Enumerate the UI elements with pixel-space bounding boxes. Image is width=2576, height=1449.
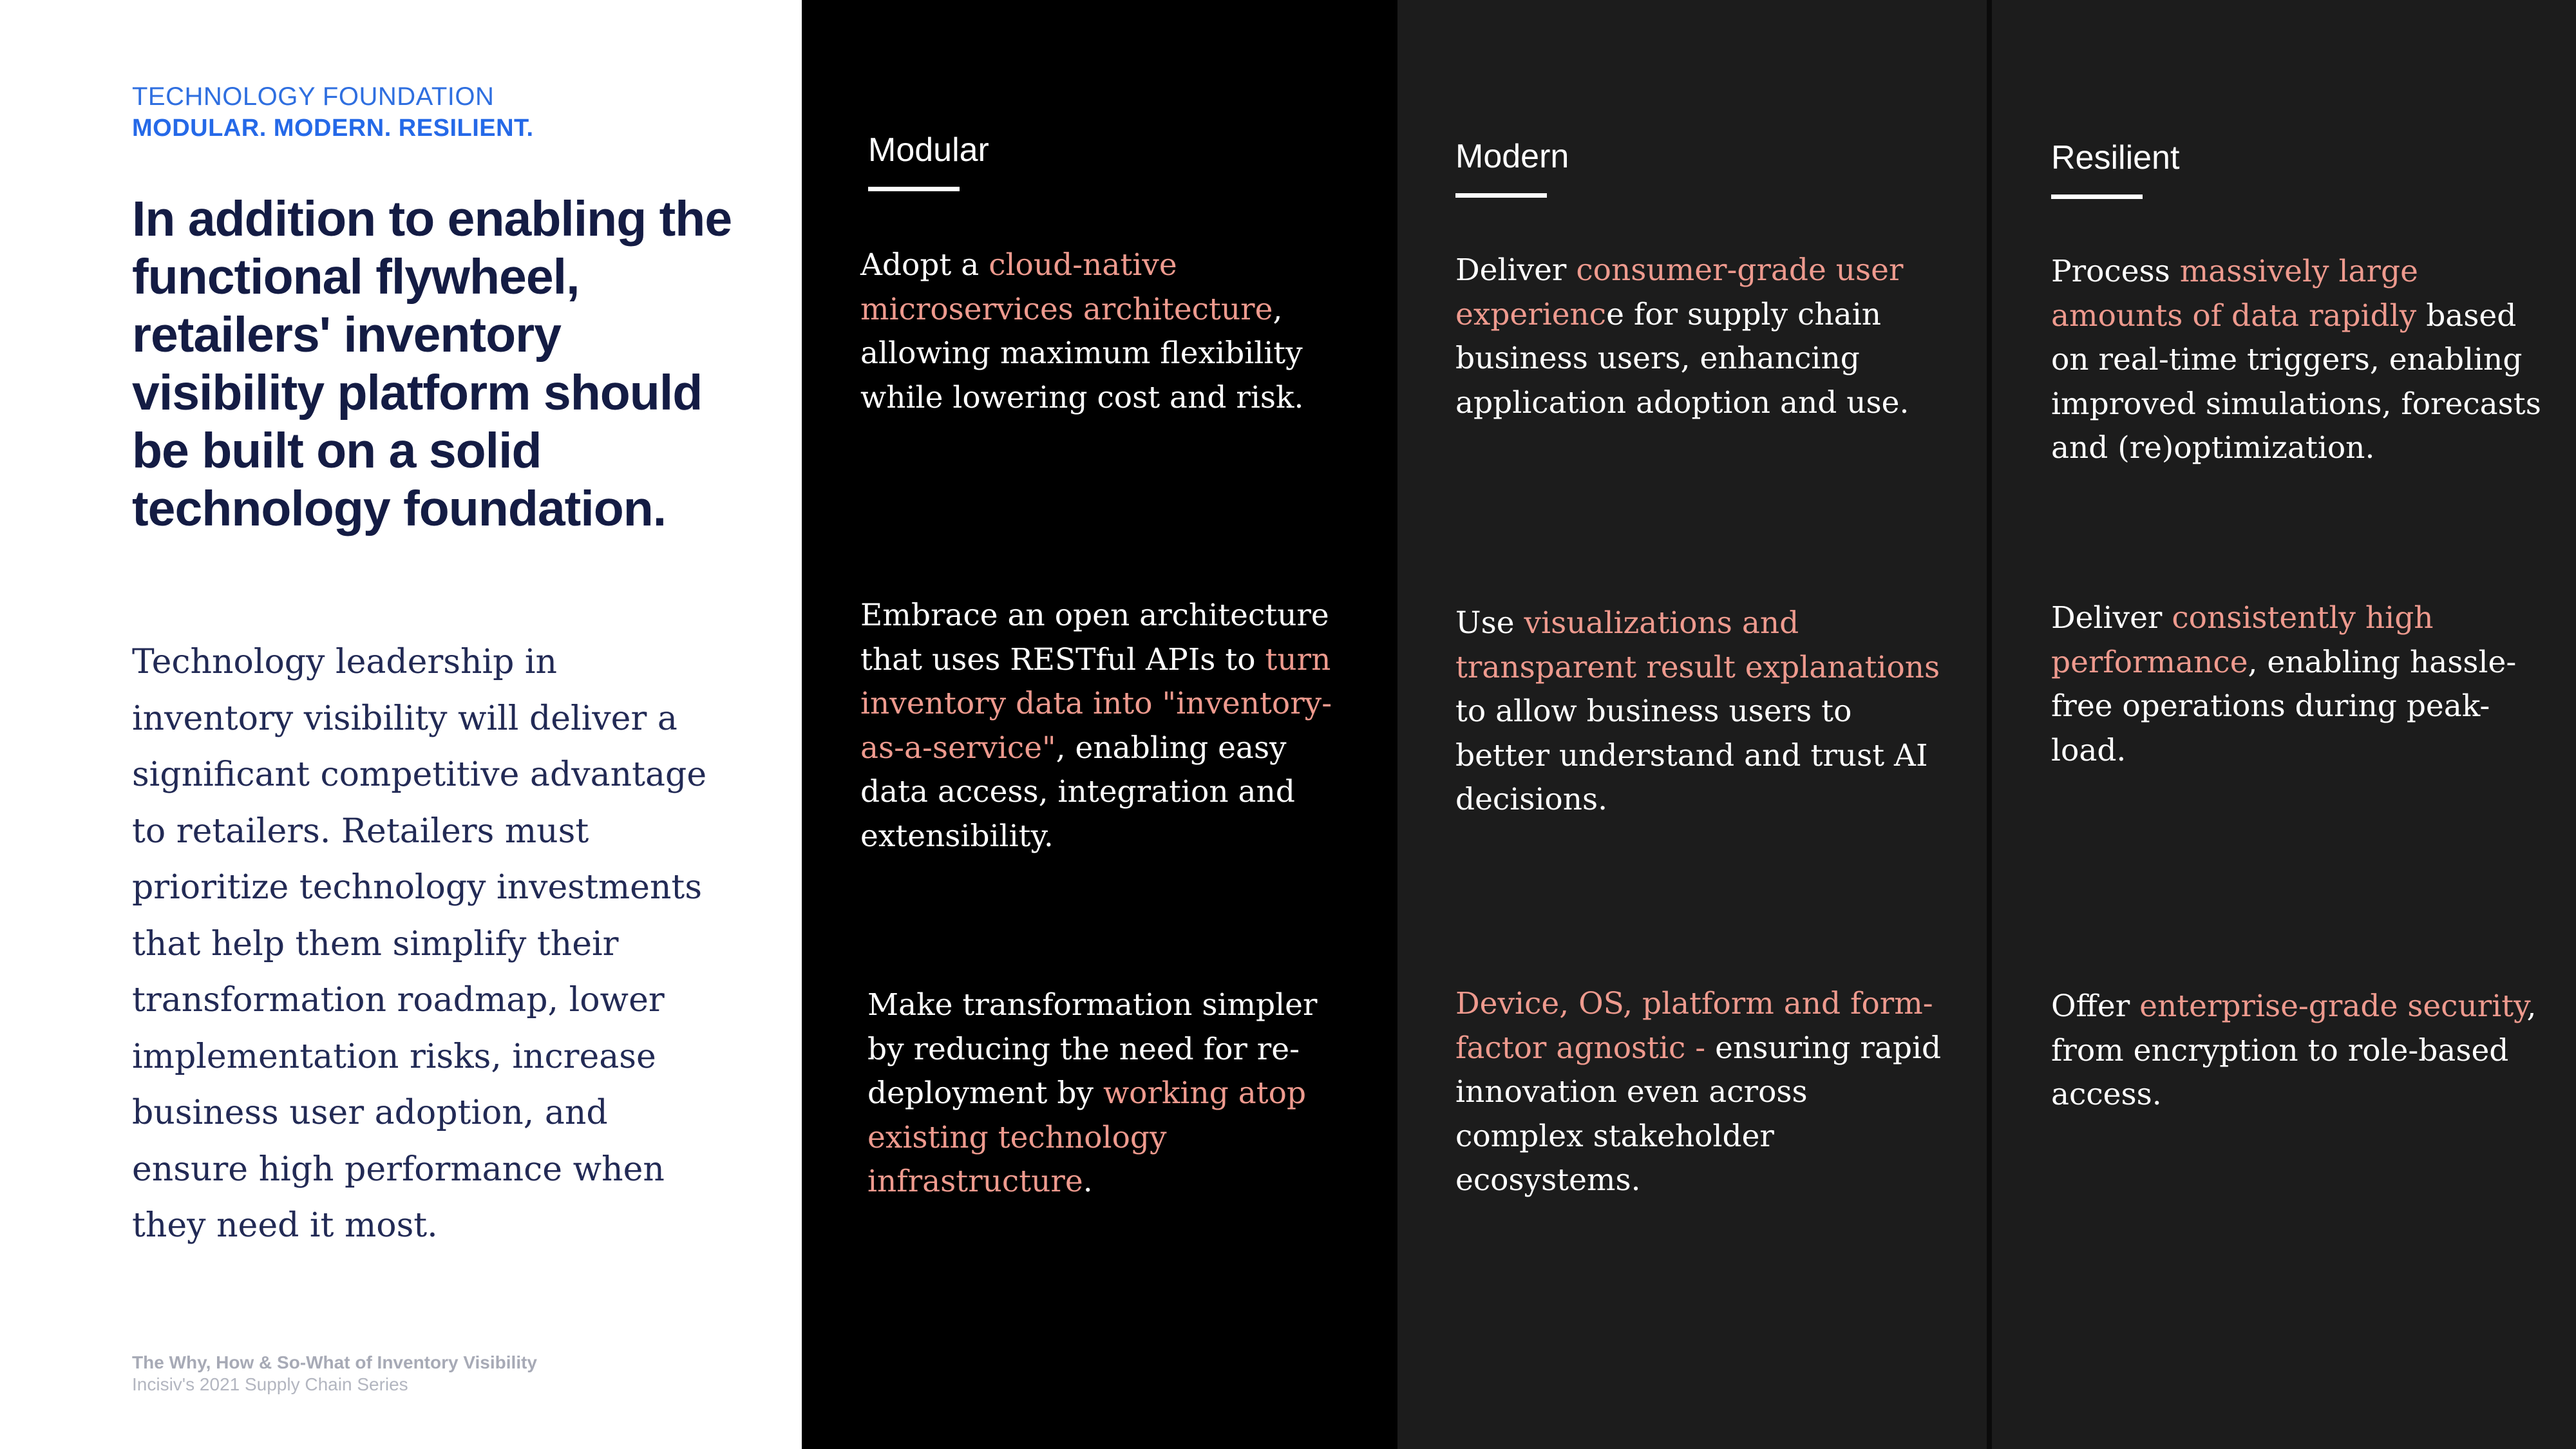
section-eyebrow: TECHNOLOGY FOUNDATION [132, 82, 495, 111]
intro-panel [0, 0, 802, 1449]
card-high-performance [2051, 596, 2547, 773]
card-text: Offer [2051, 989, 2140, 1024]
column-modular [802, 0, 1397, 1449]
intro-body-text: Technology leadership in inventory visibility will deliver a significant competitive advantage to retailers. Retailers must prioritize technology investments that help them simplify their transformation roadmap, lower implementation risks, increase business user adoption, and ensure high performance when they need it most. [132, 643, 707, 1245]
card-highlight: turn inventory data into "inventory-as-a-service" [860, 641, 1332, 766]
card-text: based on real-time triggers, enabling improved simulations, forecasts and (re)optimization. [2051, 298, 2541, 466]
card-highlight: cloud-native microservices architecture [860, 247, 1273, 327]
card-text: Embrace an open architecture that uses RESTful APIs to [860, 598, 1329, 677]
card-text: to allow business users to better understand and trust AI decisions. [1455, 694, 1928, 817]
card-text: Adopt a [860, 247, 989, 283]
card-text: , allowing maximum flexibility while lowering cost and risk. [860, 291, 1304, 415]
card-text: . [1083, 1164, 1093, 1199]
card-highlight: Device, OS, platform and form-factor agnostic - [1455, 986, 1933, 1066]
card-user-experience [1455, 249, 1945, 425]
card-highlight: visualizations and transparent result explanations [1455, 605, 1940, 685]
card-text: , enabling hassle-free operations during peak-load. [2051, 644, 2517, 768]
card-security [2051, 985, 2547, 1117]
card-text: ensuring rapid innovation even across complex stakeholder ecosystems. [1455, 1030, 1942, 1198]
card-cloud-native [860, 243, 1337, 420]
title-underline [2051, 194, 2143, 199]
card-text: Deliver [2051, 600, 2172, 636]
footer-subtitle: Incisiv's 2021 Supply Chain Series [132, 1374, 408, 1394]
card-text: Process [2051, 254, 2180, 289]
section-tagline: MODULAR. MODERN. RESILIENT. [132, 115, 534, 142]
card-highlight: working atop existing technology infrastructure [867, 1075, 1307, 1199]
card-highlight: massively large amounts of data rapidly [2051, 254, 2418, 334]
footer-title: The Why, How & So-What of Inventory Visibility [132, 1352, 537, 1372]
card-text: e for supply chain business users, enhancing application adoption and use. [1455, 296, 1909, 421]
card-text: Use [1455, 605, 1524, 641]
card-text: Deliver [1455, 252, 1577, 288]
card-device-agnostic [1455, 982, 1945, 1203]
title-underline [868, 187, 960, 191]
card-highlight: enterprise-grade security [2139, 989, 2527, 1024]
card-text: , from encryption to role-based access. [2051, 989, 2537, 1112]
column-title: Resilient [2051, 139, 2180, 176]
column-title: Modern [1455, 138, 1569, 175]
card-transformation [867, 983, 1357, 1204]
column-modern [1397, 0, 1987, 1449]
card-visualizations [1455, 601, 1945, 822]
card-text: Make transformation simpler by reducing the need for re-deployment by [867, 987, 1318, 1111]
card-large-data [2051, 250, 2547, 471]
column-resilient [1987, 0, 2576, 1449]
page-headline: In addition to enabling the functional flywheel, retailers' inventory visibility platform should be built on a solid technology foundation. [132, 191, 732, 536]
card-highlight: consumer-grade user experienc [1455, 252, 1904, 332]
card-open-architecture [860, 594, 1337, 858]
card-highlight: consistently high performance [2051, 600, 2434, 680]
card-text: , enabling easy data access, integration and extensibility. [860, 730, 1295, 854]
column-title: Modular [868, 131, 989, 169]
title-underline [1455, 193, 1547, 198]
